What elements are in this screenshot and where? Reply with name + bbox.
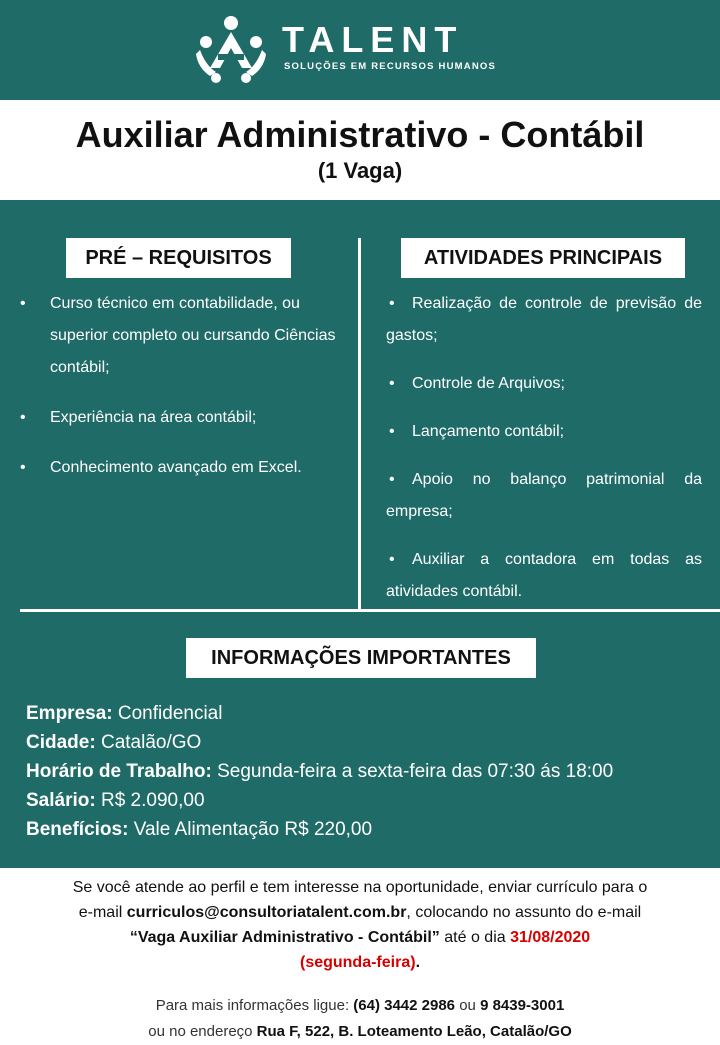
instructions-subject-line <box>0 925 720 950</box>
list-item <box>20 452 338 484</box>
deadline-weekday: (segunda-feira) <box>299 954 416 971</box>
info-label: Cidade: <box>26 732 96 753</box>
phone-number: (64) 3442 2986 <box>353 997 456 1014</box>
list-item <box>386 464 702 528</box>
activity-text: Realização de controle de previsão de gastos; <box>386 295 702 344</box>
bullet-icon: • <box>20 459 26 476</box>
activities-heading: ATIVIDADES PRINCIPAIS <box>401 238 685 278</box>
activity-text: Auxiliar a contadora em todas as atividades contábil. <box>386 551 702 600</box>
vacancy-count: (1 Vaga) <box>317 158 403 183</box>
instructions-text: e-mail <box>78 904 127 921</box>
phone-number: 9 8439-3001 <box>480 997 565 1014</box>
instructions-text: até o dia <box>439 929 511 946</box>
job-title: Auxiliar Administrativo - Contábil <box>75 114 645 155</box>
bullet-icon: • <box>389 375 395 392</box>
info-list <box>26 699 706 844</box>
info-row-salary <box>26 786 706 815</box>
info-row-benefits <box>26 815 706 844</box>
bullet-icon: • <box>389 551 395 568</box>
talent-logo-icon <box>196 14 266 84</box>
email-subject: “Vaga Auxiliar Administrativo - Contábil” <box>129 929 440 946</box>
list-item <box>386 416 702 448</box>
bullet-icon: • <box>389 295 395 312</box>
info-value: Confidencial <box>117 703 223 724</box>
application-instructions <box>0 868 720 1040</box>
info-value: Catalão/GO <box>100 732 202 753</box>
column-divider <box>358 238 361 610</box>
instructions-line: Se você atende ao perfil e tem interesse na oportunidade, enviar currículo para o <box>72 879 648 896</box>
section-divider <box>20 609 720 612</box>
requirement-text: Conhecimento avançado em Excel. <box>50 459 302 476</box>
details-panel <box>0 200 720 868</box>
instructions-text: . <box>415 954 421 971</box>
activity-text: Apoio no balanço patrimonial da empresa; <box>386 471 702 520</box>
list-item <box>386 288 702 352</box>
list-item <box>20 402 338 434</box>
instructions-text: , colocando no assunto do e-mail <box>406 904 642 921</box>
brand-tagline: SOLUÇÕES EM RECURSOS HUMANOS <box>284 61 497 72</box>
bullet-icon: • <box>389 471 395 488</box>
contact-address-line <box>0 1019 720 1045</box>
info-row-city <box>26 728 706 757</box>
info-heading: INFORMAÇÕES IMPORTANTES <box>186 638 536 678</box>
info-value: R$ 2.090,00 <box>100 790 205 811</box>
list-item <box>386 544 702 608</box>
list-item <box>20 288 338 384</box>
activity-text: Controle de Arquivos; <box>412 375 565 392</box>
info-label: Horário de Trabalho: <box>26 761 212 782</box>
address: Rua F, 522, B. Loteamento Leão, Catalão/GO <box>256 1023 572 1040</box>
contact-phone-line <box>0 993 720 1019</box>
requirements-list <box>20 288 338 502</box>
info-label: Empresa: <box>26 703 113 724</box>
title-block <box>0 100 720 200</box>
contact-text: ou no endereço <box>148 1023 257 1040</box>
activities-list <box>386 288 702 624</box>
bullet-icon: • <box>389 423 395 440</box>
bullet-icon: • <box>20 409 26 426</box>
info-label: Salário: <box>26 790 96 811</box>
bullet-icon: • <box>20 295 26 312</box>
brand-name: TALENT <box>282 19 464 60</box>
info-label: Benefícios: <box>26 819 129 840</box>
deadline-date: 31/08/2020 <box>510 929 591 946</box>
requirements-heading: PRÉ – REQUISITOS <box>66 238 291 278</box>
info-row-company <box>26 699 706 728</box>
list-item <box>386 368 702 400</box>
contact-text: Para mais informações ligue: <box>155 997 354 1014</box>
contact-text: ou <box>455 997 481 1014</box>
instructions-email-line <box>0 900 720 925</box>
requirement-text: Curso técnico em contabilidade, ou superior completo ou cursando Ciências contábil; <box>50 295 336 376</box>
activity-text: Lançamento contábil; <box>412 423 565 440</box>
email-address: curriculos@consultoriatalent.com.br <box>126 904 407 921</box>
info-value: Vale Alimentação R$ 220,00 <box>133 819 373 840</box>
info-value: Segunda-feira a sexta-feira das 07:30 ás 18:00 <box>217 761 614 782</box>
instructions-weekday-line <box>0 950 720 975</box>
requirement-text: Experiência na área contábil; <box>50 409 257 426</box>
info-row-hours <box>26 757 706 786</box>
brand-header <box>0 0 720 100</box>
